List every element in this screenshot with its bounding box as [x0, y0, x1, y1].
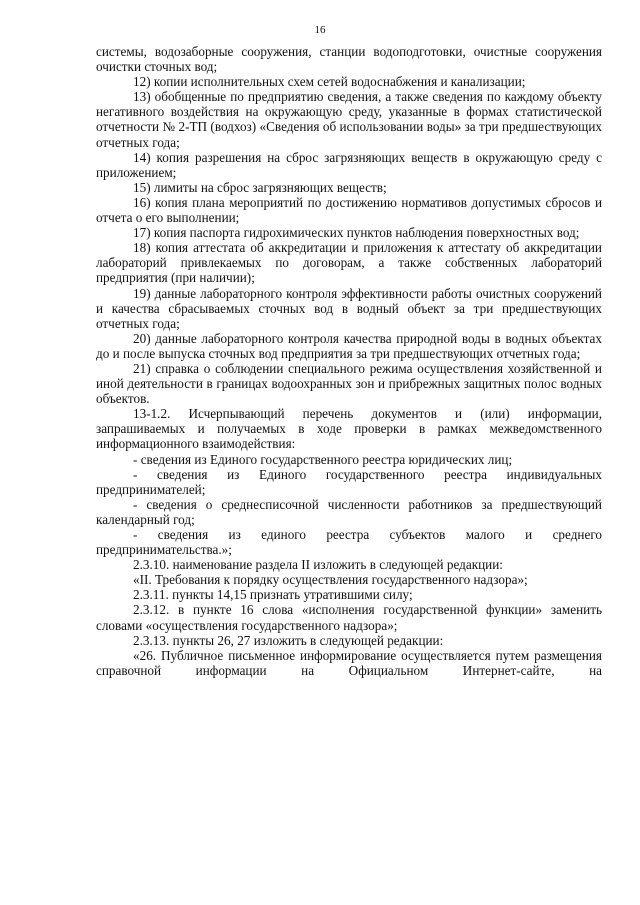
list-item-15: 15) лимиты на сброс загрязняющих веществ;: [133, 179, 387, 195]
bullet-item: - сведения из единого реестра субъектов малого и среднего предпринимательства.»;: [96, 527, 602, 558]
list-item-16: 16) копия плана мероприятий по достижению нормативов допустимых сбросов и отчета о его выполнении;: [96, 194, 602, 226]
bullet-item: - сведения из Единого государственного реестра индивидуальных предпринимателей;: [96, 466, 602, 497]
paragraph-continuation: системы, водозаборные сооружения, станции водоподготовки, очистные сооружения очистки сточных вод;: [96, 44, 602, 75]
section-heading-quote: «II. Требования к порядку осуществления государственного надзора»;: [133, 572, 528, 588]
clause-2-3-10: 2.3.10. наименование раздела II изложить в следующей редакции:: [133, 557, 503, 573]
list-item-12: 12) копии исполнительных схем сетей водоснабжения и канализации;: [133, 74, 526, 90]
page-number: 16: [314, 24, 326, 36]
list-item-13: 13) обобщенные по предприятию сведения, а также сведения по каждому объекту негативного воздействия на окружающую среду, указанные в формах статистической отчетности № 2-ТП (водхоз) «Сведения об использовании воды» за три предшествующих отчетных года;: [96, 89, 602, 150]
clause-2-3-11: 2.3.11. пункты 14,15 признать утратившими силу;: [133, 587, 413, 603]
section-13-1-2: 13-1.2. Исчерпывающий перечень документов и (или) информации, запрашиваемых и получаемых в ходе проверки в рамках межведомственного информационного взаимодействия:: [96, 406, 602, 452]
clause-2-3-12: 2.3.12. в пункте 16 слова «исполнения государственной функции» заменить словами «осуществления государственного надзора»;: [96, 602, 602, 633]
clause-26-start: «26. Публичное письменное информирование осуществляется путем размещения справочной информации на Официальном Интернет-сайте, на: [96, 647, 602, 678]
list-item-14: 14) копия разрешения на сброс загрязняющих веществ в окружающую среду с приложением;: [96, 149, 602, 180]
bullet-item: - сведения из Единого государственного реестра юридических лиц;: [133, 451, 513, 467]
list-item-18: 18) копия аттестата об аккредитации и приложения к аттестату об аккредитации лабораторий привлекаемых по договорам, а также собственных лабораторий предприятия (при наличии);: [96, 240, 602, 286]
list-item-20: 20) данные лабораторного контроля качества природной воды в водных объектах до и после выпуска сточных вод предприятия за три предшествующих отчетных года;: [96, 330, 602, 361]
clause-2-3-13: 2.3.13. пункты 26, 27 изложить в следующей редакции:: [133, 632, 444, 648]
document-body: [96, 44, 602, 678]
list-item-17: 17) копия паспорта гидрохимических пунктов наблюдения поверхностных вод;: [133, 225, 580, 241]
bullet-item: - сведения о среднесписочной численности работников за предшествующий календарный год;: [96, 496, 602, 527]
list-item-21: 21) справка о соблюдении специального режима осуществления хозяйственной и иной деятельности в границах водоохранных зон и прибрежных защитных полос водных объектов.: [96, 360, 602, 407]
list-item-19: 19) данные лабораторного контроля эффективности работы очистных сооружений и качества сбрасываемых сточных вод в водный объект за три предшествующих отчетных года;: [96, 285, 602, 331]
